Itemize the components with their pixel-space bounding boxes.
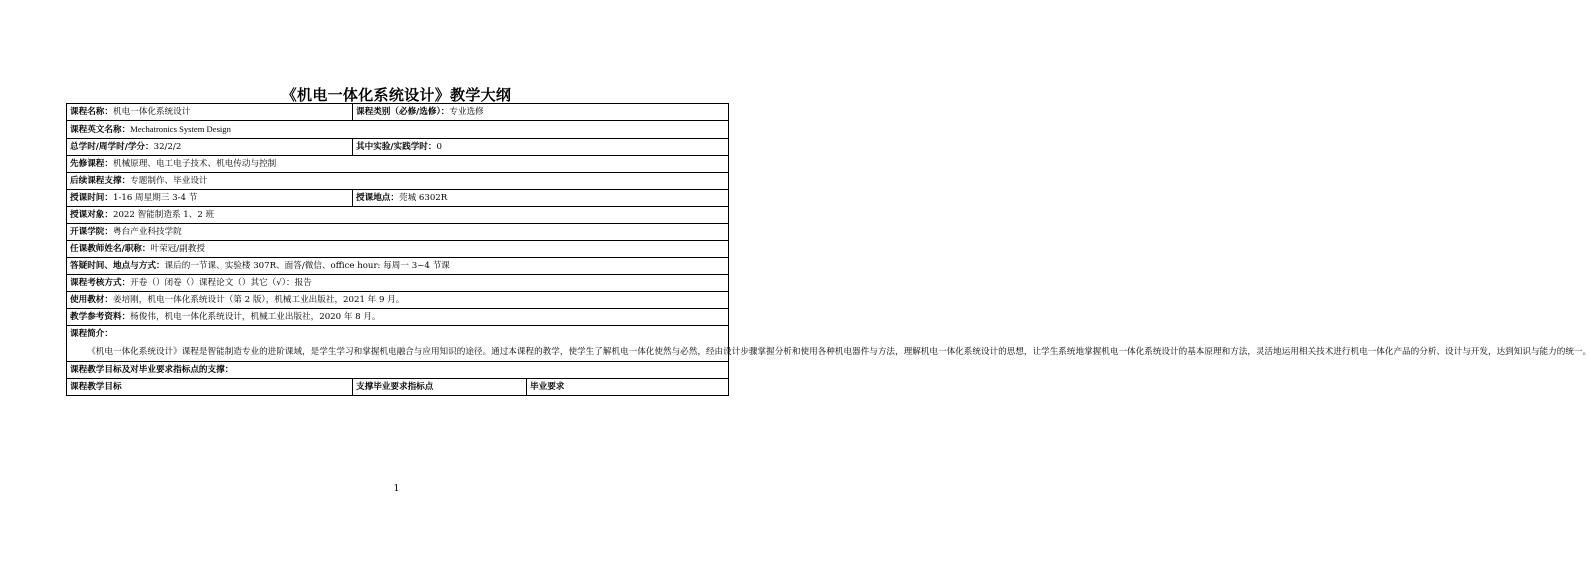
row-teacher xyxy=(67,241,729,258)
experiment-value: 0 xyxy=(436,142,442,152)
target-label: 授课对象： xyxy=(70,210,113,220)
row-intro xyxy=(67,326,729,362)
row-time xyxy=(67,190,729,207)
row-reference xyxy=(67,309,729,326)
course-name-value: 机电一体化系统设计 xyxy=(112,107,191,117)
goals-col-objective: 课程教学目标 xyxy=(67,379,353,396)
goals-col-indicator: 支撑毕业要求指标点 xyxy=(353,379,527,396)
teacher-value: 叶荣冠/副教授 xyxy=(150,244,205,254)
location-value: 莞城 6302R xyxy=(398,193,448,203)
row-exam xyxy=(67,275,729,292)
college-value: 粤台产业科技学院 xyxy=(112,227,182,237)
english-name-label: 课程英文名称： xyxy=(70,125,131,135)
reference-value: 杨俊伟，机电一体化系统设计，机械工业出版社，2020 年 8 月。 xyxy=(130,312,381,322)
course-type-label: 课程类别（必修/选修）： xyxy=(356,107,450,117)
textbook-value: 姜培刚，机电一体化系统设计（第 2 版），机械工业出版社，2021 年 9 月。 xyxy=(112,295,405,305)
exam-value: 开卷（）闭卷（）课程论文（）其它（√）：报告 xyxy=(130,278,312,288)
row-textbook xyxy=(67,292,729,309)
row-prerequisite xyxy=(67,156,729,173)
row-goals-columns xyxy=(67,379,729,396)
english-name-value: Mechatronics System Design xyxy=(130,124,231,134)
time-value: 1-16 周星期三 3-4 节 xyxy=(112,193,198,203)
target-value: 2022 智能制造系 1、2 班 xyxy=(112,210,215,220)
row-goals-heading xyxy=(67,362,729,379)
intro-label: 课程简介： xyxy=(70,329,113,339)
page-number: 1 xyxy=(393,484,400,494)
experiment-label: 其中实验/实践学时： xyxy=(356,142,437,152)
row-course-name xyxy=(67,104,729,121)
row-english-name xyxy=(67,121,729,139)
exam-label: 课程考核方式： xyxy=(70,278,131,288)
teacher-label: 任课教师姓名/职称： xyxy=(70,244,151,254)
office-value: 课后的一节课、实验楼 307R、面答/微信、office hour: 每周一 3~4 节课 xyxy=(164,261,450,271)
row-office xyxy=(67,258,729,275)
hours-value: 32/2/2 xyxy=(153,142,182,152)
row-followup xyxy=(67,173,729,190)
course-name-label: 课程名称： xyxy=(70,107,113,117)
course-type-value: 专业选修 xyxy=(449,107,484,117)
time-label: 授课时间： xyxy=(70,193,113,203)
goals-heading: 课程教学目标及对毕业要求指标点的支撑： xyxy=(67,362,729,379)
hours-label: 总学时/周学时/学分： xyxy=(70,142,154,152)
textbook-label: 使用教材： xyxy=(70,295,113,305)
document-title: 《机电一体化系统设计》教学大纲 xyxy=(281,86,512,104)
location-label: 授课地点： xyxy=(356,193,399,203)
syllabus-table xyxy=(66,103,1591,396)
followup-label: 后续课程支撑： xyxy=(70,176,131,186)
followup-value: 专题制作、毕业设计 xyxy=(130,176,208,186)
prerequisite-label: 先修课程： xyxy=(70,159,113,169)
row-college xyxy=(67,224,729,241)
office-label: 答疑时间、地点与方式： xyxy=(70,261,165,271)
reference-label: 教学参考资料： xyxy=(70,312,131,322)
prerequisite-value: 机械原理、电工电子技术、机电传动与控制 xyxy=(112,159,277,169)
goals-col-requirement: 毕业要求 xyxy=(527,379,729,396)
row-hours xyxy=(67,139,729,156)
row-target xyxy=(67,207,729,224)
college-label: 开课学院： xyxy=(70,227,113,237)
intro-text: 《机电一体化系统设计》课程是智能制造专业的进阶课域，是学生学习和掌握机电融合与应用知识的途径。通过本课程的教学，使学生了解机电一体化使然与必然，经由设计步骤掌握分析和使用各种机电器件与方法，理解机电一体化系统设计的思想，让学生系统地掌握机电一体化系统设计的基本原理和方法，灵活地运用相关技术进行机电一体化产品的分析、设计与开发，达到知识与能力的统一。 xyxy=(87,346,1591,357)
